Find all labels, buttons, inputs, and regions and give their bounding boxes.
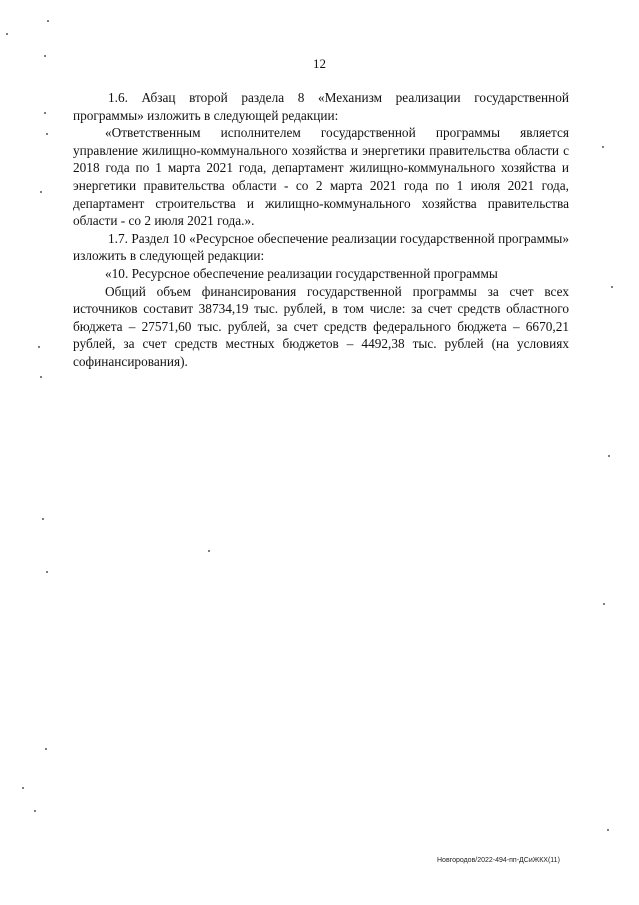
scan-speck [22,787,24,789]
scan-speck [38,346,40,348]
scan-speck [608,455,610,457]
scan-speck [45,748,47,750]
paragraph-financing: Общий объем финансирования государственной программы за счет всех источников составит 38734,19 тыс. рублей, в том числе: за счет средств областного бюджета – 27571,60 тыс. рублей, за счет средств федерального бюджета – 6670,21 рублей, за счет средств местных бюджетов – 4492,38 тыс. рублей (на условиях софинансирования). [73,283,569,369]
scan-speck [6,33,8,35]
scan-speck [607,829,609,831]
scan-speck [40,376,42,378]
scan-speck [46,571,48,573]
scan-speck [602,146,604,148]
paragraph-1-6: 1.6. Абзац второй раздела 8 «Механизм реализации государственной программы» изложить в следующей редакции: [73,90,569,123]
footer-code: Новгородов/2022-494-пп-ДСиЖКХ(11) [437,857,560,864]
scan-speck [603,603,605,605]
scan-speck [208,550,210,552]
section-10-heading: «10. Ресурсное обеспечение реализации государственной программы [105,265,498,281]
scan-speck [47,20,49,22]
scan-speck [42,518,44,520]
document-body [73,89,569,371]
scan-speck [34,810,36,812]
scan-speck [611,286,613,288]
scan-speck [46,133,48,135]
page-number: 12 [313,56,326,71]
paragraph-quote-responsible: «Ответственным исполнителем государственной программы является управление жилищно-коммунального хозяйства и энергетики правительства области с 2018 года по 1 марта 2021 года, департамент жилищно-коммунального хозяйства и энергетики правительства области - со 2 марта 2021 года по 1 июля 2021 года, департамент строительства и жилищно-коммунального хозяйства правительства области - со 2 июля 2021 года.». [73,125,569,229]
scan-speck [44,112,46,114]
scan-speck [40,191,42,193]
paragraph-1-7: 1.7. Раздел 10 «Ресурсное обеспечение реализации государственной программы» изложить в следующей редакции: [73,230,569,264]
scan-speck [44,55,46,57]
